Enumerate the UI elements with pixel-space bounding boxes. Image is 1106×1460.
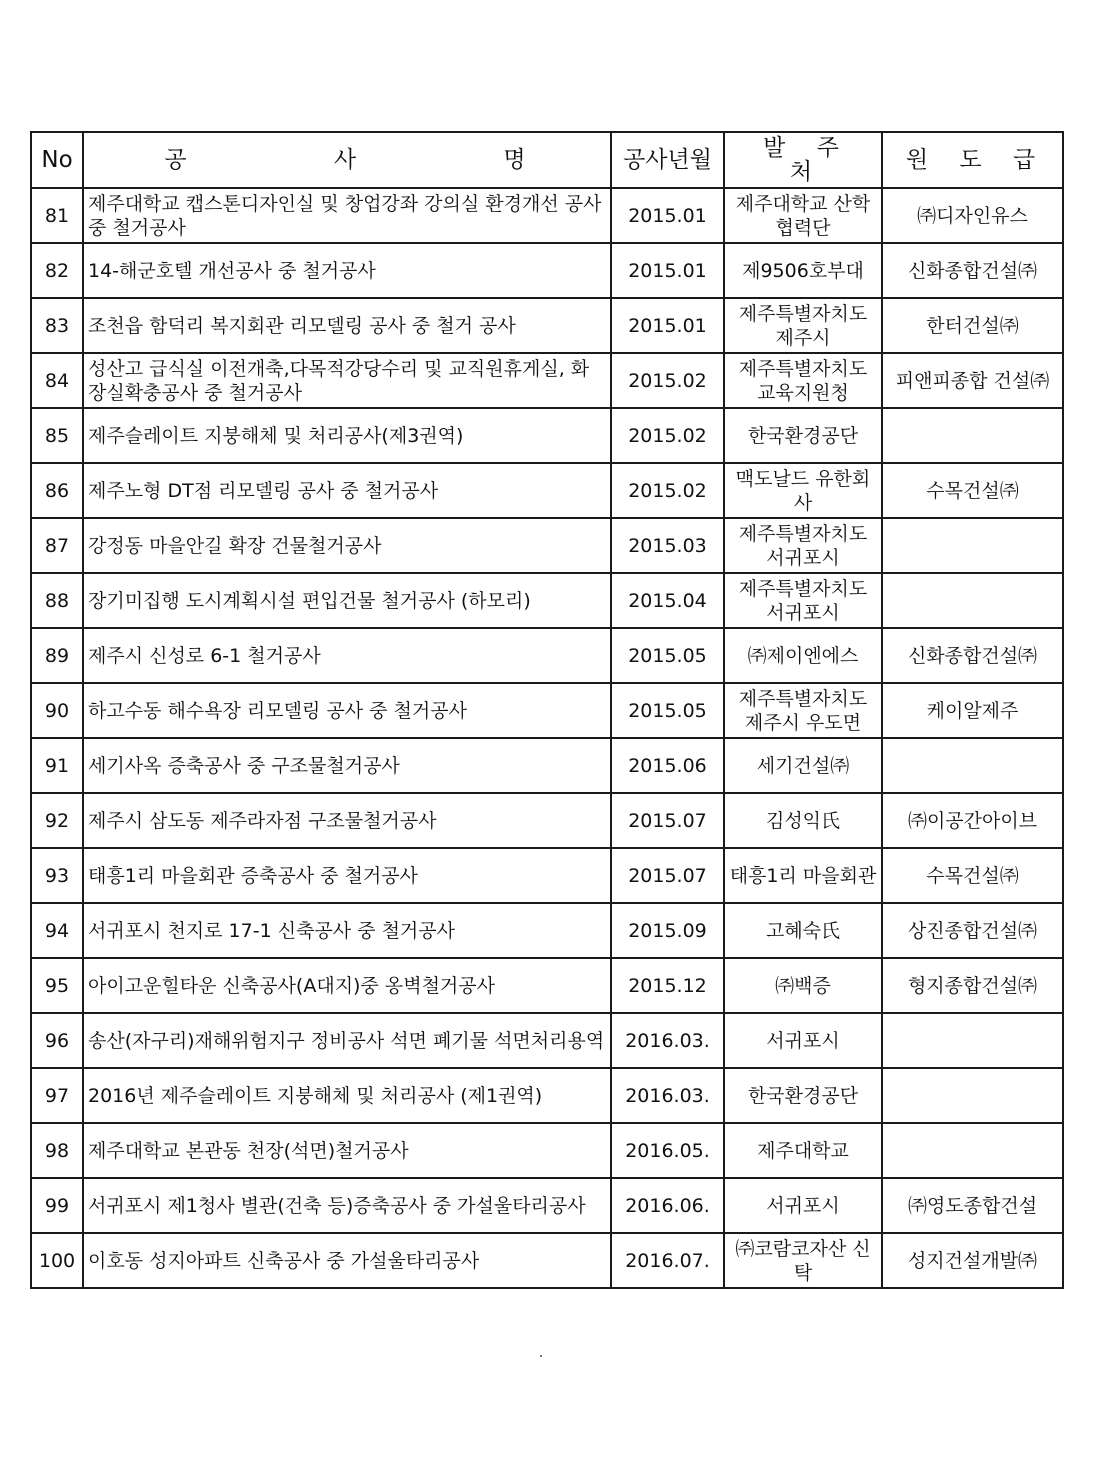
project-name-cell: 제주대학교 본관동 천장(석면)철거공사 [83,1123,611,1178]
project-name-cell: 세기사옥 증축공사 중 구조물철거공사 [83,738,611,793]
prime-contractor-cell [882,1013,1063,1068]
construction-date-cell: 2015.04 [611,573,724,628]
project-name-cell: 하고수동 해수욕장 리모델링 공사 중 철거공사 [83,683,611,738]
table-row [31,683,1063,738]
scan-speck [540,1355,542,1357]
row-number-cell: 98 [31,1123,83,1178]
prime-contractor-cell: 형지종합건설㈜ [882,958,1063,1013]
construction-date-cell: 2015.01 [611,243,724,298]
project-name-cell: 제주대학교 캡스톤디자인실 및 창업강좌 강의실 환경개선 공사 중 철거공사 [83,188,611,243]
prime-contractor-cell: 수목건설㈜ [882,848,1063,903]
prime-contractor-cell [882,1123,1063,1178]
construction-date-cell: 2015.09 [611,903,724,958]
client-name-cell: 고혜숙氏 [724,903,882,958]
construction-date-cell: 2016.06. [611,1178,724,1233]
client-name-cell: 제주특별자치도 제주시 우도면 [724,683,882,738]
prime-contractor-cell: ㈜디자인유스 [882,188,1063,243]
table-row [31,738,1063,793]
construction-date-cell: 2016.03. [611,1068,724,1123]
prime-contractor-cell: 성지건설개발㈜ [882,1233,1063,1288]
prime-contractor-cell: 케이알제주 [882,683,1063,738]
row-number-cell: 91 [31,738,83,793]
client-name-cell: 제9506호부대 [724,243,882,298]
construction-date-cell: 2015.01 [611,298,724,353]
row-number-cell: 97 [31,1068,83,1123]
table-row [31,1123,1063,1178]
client-name-cell: 김성익氏 [724,793,882,848]
client-name-cell: ㈜코람코자산 신탁 [724,1233,882,1288]
prime-contractor-cell: 피앤피종합 건설㈜ [882,353,1063,408]
row-number-cell: 83 [31,298,83,353]
row-number-cell: 90 [31,683,83,738]
prime-contractor-cell [882,738,1063,793]
header-project-name: 공 사 명 [83,132,611,188]
project-name-cell: 14-해군호텔 개선공사 중 철거공사 [83,243,611,298]
client-name-cell: 제주특별자치도 서귀포시 [724,518,882,573]
table-row [31,573,1063,628]
construction-date-cell: 2015.05 [611,628,724,683]
prime-contractor-cell: 신화종합건설㈜ [882,628,1063,683]
project-name-cell: 태흥1리 마을회관 증축공사 중 철거공사 [83,848,611,903]
prime-contractor-cell: 상진종합건설㈜ [882,903,1063,958]
client-name-cell: 제주특별자치도 서귀포시 [724,573,882,628]
construction-date-cell: 2015.03 [611,518,724,573]
table-row [31,1013,1063,1068]
row-number-cell: 84 [31,353,83,408]
client-name-cell: 제주대학교 산학협력단 [724,188,882,243]
project-name-cell: 제주시 삼도동 제주라자점 구조물철거공사 [83,793,611,848]
table-row [31,463,1063,518]
header-no: No [31,132,83,188]
row-number-cell: 82 [31,243,83,298]
construction-date-cell: 2015.06 [611,738,724,793]
project-name-cell: 제주시 신성로 6-1 철거공사 [83,628,611,683]
row-number-cell: 94 [31,903,83,958]
client-name-cell: 제주특별자치도 교육지원청 [724,353,882,408]
client-name-cell: ㈜제이엔에스 [724,628,882,683]
row-number-cell: 92 [31,793,83,848]
project-name-cell: 장기미집행 도시계획시설 편입건물 철거공사 (하모리) [83,573,611,628]
prime-contractor-cell: ㈜영도종합건설 [882,1178,1063,1233]
row-number-cell: 100 [31,1233,83,1288]
project-name-cell: 아이고운힐타운 신축공사(A대지)중 옹벽철거공사 [83,958,611,1013]
table-row [31,408,1063,463]
table-row [31,353,1063,408]
client-name-cell: 서귀포시 [724,1013,882,1068]
client-name-cell: 맥도날드 유한회사 [724,463,882,518]
row-number-cell: 81 [31,188,83,243]
table-row [31,188,1063,243]
client-name-cell: 한국환경공단 [724,1068,882,1123]
prime-contractor-cell [882,1068,1063,1123]
table-row [31,628,1063,683]
client-name-cell: 서귀포시 [724,1178,882,1233]
construction-date-cell: 2015.02 [611,408,724,463]
row-number-cell: 86 [31,463,83,518]
client-name-cell: 세기건설㈜ [724,738,882,793]
table-row [31,903,1063,958]
prime-contractor-cell [882,518,1063,573]
header-contractor: 원 도 급 [882,132,1063,188]
table-body [31,188,1063,1288]
client-name-cell: 태흥1리 마을회관 [724,848,882,903]
table-row [31,958,1063,1013]
construction-date-cell: 2015.05 [611,683,724,738]
table-row [31,243,1063,298]
project-name-cell: 강정동 마을안길 확장 건물철거공사 [83,518,611,573]
construction-date-cell: 2016.05. [611,1123,724,1178]
construction-record-table [30,131,1064,1289]
construction-date-cell: 2015.01 [611,188,724,243]
project-name-cell: 2016년 제주슬레이트 지붕해체 및 처리공사 (제1권역) [83,1068,611,1123]
prime-contractor-cell [882,408,1063,463]
prime-contractor-cell: 신화종합건설㈜ [882,243,1063,298]
table-row [31,518,1063,573]
prime-contractor-cell: ㈜이공간아이브 [882,793,1063,848]
table-row [31,298,1063,353]
table-row [31,793,1063,848]
header-date: 공사년월 [611,132,724,188]
prime-contractor-cell: 수목건설㈜ [882,463,1063,518]
prime-contractor-cell [882,573,1063,628]
project-name-cell: 조천읍 함덕리 복지회관 리모델링 공사 중 철거 공사 [83,298,611,353]
table-row [31,1233,1063,1288]
client-name-cell: 한국환경공단 [724,408,882,463]
construction-date-cell: 2015.07 [611,848,724,903]
row-number-cell: 85 [31,408,83,463]
client-name-cell: ㈜백증 [724,958,882,1013]
construction-date-cell: 2016.03. [611,1013,724,1068]
row-number-cell: 96 [31,1013,83,1068]
project-name-cell: 제주노형 DT점 리모델링 공사 중 철거공사 [83,463,611,518]
project-name-cell: 서귀포시 천지로 17-1 신축공사 중 철거공사 [83,903,611,958]
header-row [31,132,1063,188]
table-row [31,848,1063,903]
row-number-cell: 93 [31,848,83,903]
construction-date-cell: 2015.02 [611,353,724,408]
client-name-cell: 제주특별자치도 제주시 [724,298,882,353]
construction-date-cell: 2015.12 [611,958,724,1013]
client-name-cell: 제주대학교 [724,1123,882,1178]
row-number-cell: 99 [31,1178,83,1233]
row-number-cell: 88 [31,573,83,628]
project-name-cell: 제주슬레이트 지붕해체 및 처리공사(제3권역) [83,408,611,463]
project-name-cell: 송산(자구리)재해위험지구 정비공사 석면 폐기물 석면처리용역 [83,1013,611,1068]
prime-contractor-cell: 한터건설㈜ [882,298,1063,353]
row-number-cell: 89 [31,628,83,683]
project-name-cell: 성산고 급식실 이전개축,다목적강당수리 및 교직원휴게실, 화장실확충공사 중 철거공사 [83,353,611,408]
row-number-cell: 87 [31,518,83,573]
project-name-cell: 이호동 성지아파트 신축공사 중 가설울타리공사 [83,1233,611,1288]
table-row [31,1068,1063,1123]
construction-date-cell: 2015.07 [611,793,724,848]
table-header [31,132,1063,188]
header-client: 발 주 처 [724,132,882,188]
project-name-cell: 서귀포시 제1청사 별관(건축 등)증축공사 중 가설울타리공사 [83,1178,611,1233]
row-number-cell: 95 [31,958,83,1013]
table-row [31,1178,1063,1233]
construction-date-cell: 2015.02 [611,463,724,518]
construction-date-cell: 2016.07. [611,1233,724,1288]
